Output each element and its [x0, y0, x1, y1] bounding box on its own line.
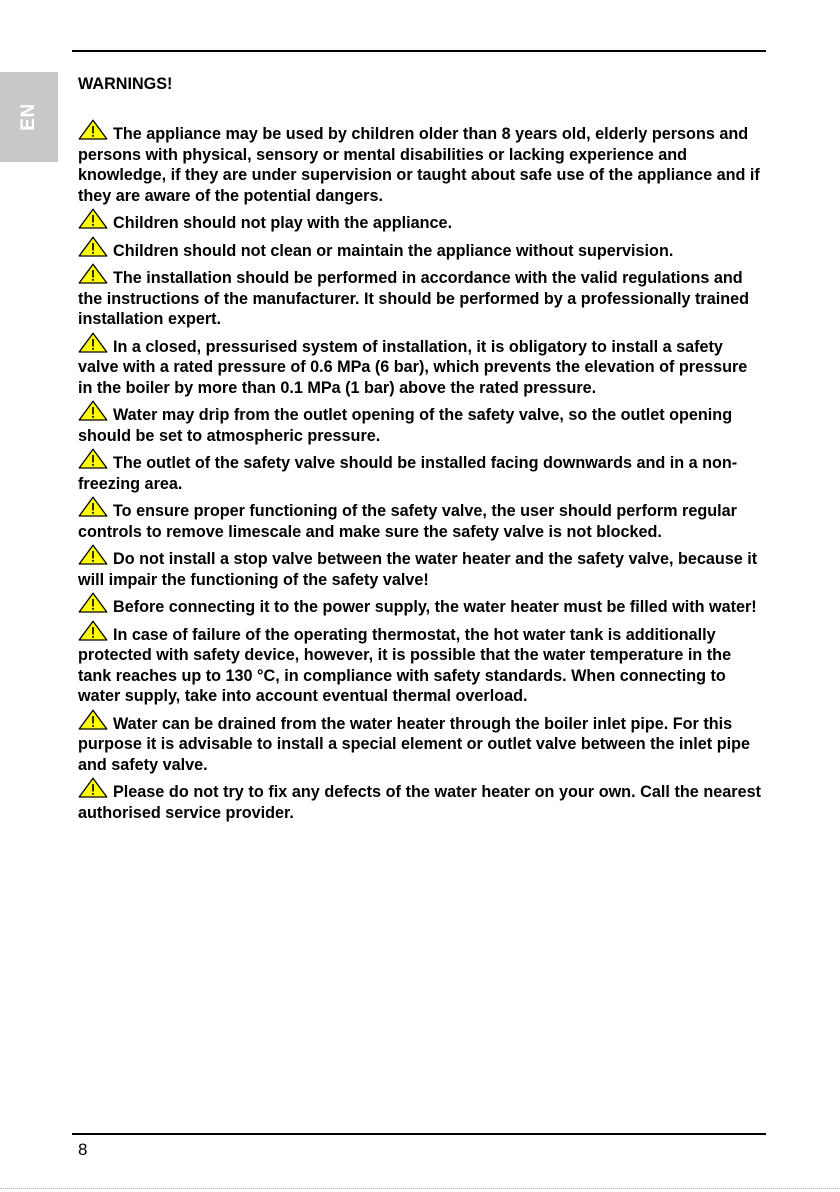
- warnings-heading: WARNINGS!: [78, 75, 173, 93]
- warning-text: To ensure proper functioning of the safety valve, the user should perform regular controls to remove limescale and make sure the safety valve is not blocked.: [78, 502, 737, 541]
- warning-triangle-icon: [78, 119, 108, 140]
- warning-item: [78, 544, 761, 590]
- warning-triangle-icon: [78, 544, 108, 565]
- language-tab-label: EN: [18, 103, 39, 131]
- warning-triangle-icon: [78, 709, 108, 730]
- warning-triangle-icon: [78, 208, 108, 229]
- footer-rule: [72, 1133, 766, 1135]
- warning-triangle-icon: [78, 777, 108, 798]
- header-rule: [72, 50, 766, 52]
- warning-text: Children should not play with the appliance.: [113, 214, 453, 232]
- warning-text: The appliance may be used by children older than 8 years old, elderly persons and persons with physical, sensory or mental disabilities or lacking experience and knowledge, if they are under supervision or taught about safe use of the appliance and if they are aware of the potential dangers.: [78, 125, 760, 205]
- warning-text: Do not install a stop valve between the water heater and the safety valve, because it will impair the functioning of the safety valve!: [78, 550, 758, 589]
- warning-triangle-icon: [78, 496, 108, 517]
- warning-item: [78, 236, 761, 262]
- warning-triangle-icon: [78, 400, 108, 421]
- warning-triangle-icon: [78, 448, 108, 469]
- warning-text: Children should not clean or maintain the appliance without supervision.: [113, 241, 674, 260]
- warning-item: [78, 119, 761, 206]
- language-tab: [0, 72, 58, 162]
- warning-item: [78, 592, 761, 618]
- warning-item: [78, 496, 761, 542]
- warning-text: Water may drip from the outlet opening of the safety valve, so the outlet opening should be set to atmospheric pressure.: [78, 406, 733, 445]
- warning-item: [78, 208, 761, 234]
- warning-text: In a closed, pressurised system of installation, it is obligatory to install a safety valve with a rated pressure of 0.6 MPa (6 bar), which prevents the elevation of pressure in the boiler by more than 0.1 MPa (1 bar) above the rated pressure.: [78, 337, 748, 397]
- warning-text: Please do not try to fix any defects of the water heater on your own. Call the nearest authorised service provider.: [78, 783, 761, 822]
- warning-text: The outlet of the safety valve should be installed facing downwards and in a non-freezing area.: [78, 454, 738, 493]
- warning-text: The installation should be performed in accordance with the valid regulations and the instructions of the manufacturer. It should be performed by a professionally trained installation expert.: [78, 269, 749, 328]
- warning-text: In case of failure of the operating thermostat, the hot water tank is additionally protected with safety device, however, it is possible that the water temperature in the tank reaches up to 130 °C, in compliance with safety standards. When connecting to water supply, take into account eventual thermal overload.: [78, 625, 732, 705]
- warning-triangle-icon: [78, 236, 108, 257]
- warning-item: [78, 400, 761, 446]
- warning-item: [78, 620, 761, 707]
- page-number: 8: [78, 1140, 88, 1159]
- warnings-section: [78, 73, 761, 825]
- warning-item: [78, 448, 761, 494]
- warning-triangle-icon: [78, 332, 108, 353]
- warning-triangle-icon: [78, 592, 108, 613]
- page-edge: [0, 1188, 840, 1189]
- warning-text: Before connecting it to the power supply, the water heater must be filled with water!: [113, 598, 757, 616]
- warning-item: [78, 332, 761, 399]
- warning-item: [78, 709, 761, 776]
- warning-text: Water can be drained from the water heater through the boiler inlet pipe. For this purpose it is advisable to install a special element or outlet valve between the inlet pipe and safety valve.: [78, 714, 750, 774]
- warning-item: [78, 777, 761, 823]
- warning-triangle-icon: [78, 620, 108, 641]
- warning-item: [78, 263, 761, 330]
- warning-triangle-icon: [78, 263, 108, 284]
